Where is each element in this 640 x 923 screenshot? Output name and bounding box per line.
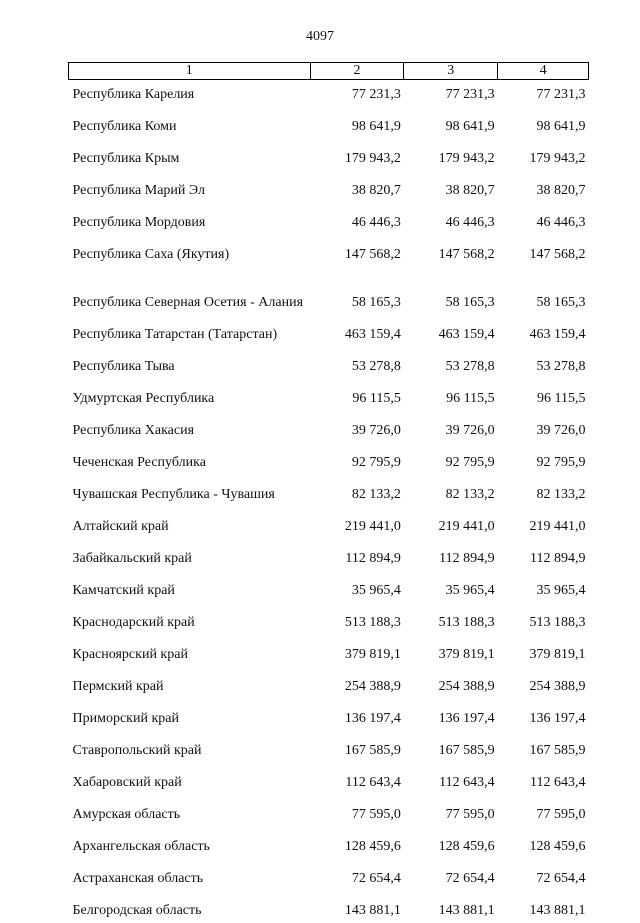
region-name-cell: Ставропольский край (72, 743, 202, 758)
table-row (69, 859, 589, 891)
value-col-3-cell: 58 165,3 (445, 295, 495, 310)
value-col-2-cell: 136 197,4 (344, 711, 401, 726)
table-row (69, 379, 589, 411)
value-col-4-cell: 98 641,9 (536, 119, 586, 134)
column-header-2: 2 (310, 63, 404, 80)
region-name-cell: Забайкальский край (72, 551, 192, 566)
value-col-3-cell: 143 881,1 (438, 903, 495, 918)
region-name-cell: Республика Карелия (72, 87, 195, 102)
value-col-3-cell: 46 446,3 (445, 215, 495, 230)
value-col-2-cell: 147 568,2 (344, 247, 401, 262)
value-col-4-cell: 513 188,3 (529, 615, 586, 630)
value-col-3-cell: 98 641,9 (445, 119, 495, 134)
table-row (69, 731, 589, 763)
value-col-4-cell: 38 820,7 (536, 183, 586, 198)
value-col-3-cell: 463 159,4 (438, 327, 495, 342)
value-col-3-cell: 136 197,4 (438, 711, 495, 726)
value-col-3-cell: 112 894,9 (439, 551, 495, 566)
table-row (69, 235, 589, 267)
value-col-2-cell: 219 441,0 (344, 519, 401, 534)
value-col-3-cell: 179 943,2 (438, 151, 495, 166)
region-name-cell: Удмуртская Республика (72, 391, 215, 406)
value-col-4-cell: 179 943,2 (529, 151, 586, 166)
value-col-2-cell: 92 795,9 (351, 455, 401, 470)
value-col-4-cell: 112 894,9 (530, 551, 586, 566)
region-name-cell: Амурская область (72, 807, 181, 822)
value-col-3-cell: 39 726,0 (445, 423, 495, 438)
region-name-cell: Республика Коми (72, 119, 177, 134)
value-col-4-cell: 82 133,2 (536, 487, 586, 502)
value-col-3-cell: 167 585,9 (438, 743, 495, 758)
value-col-2-cell: 96 115,5 (352, 391, 401, 406)
value-col-2-cell: 463 159,4 (344, 327, 401, 342)
value-col-2-cell: 72 654,4 (351, 871, 401, 886)
value-col-4-cell: 147 568,2 (529, 247, 586, 262)
region-name-cell: Республика Саха (Якутия) (72, 247, 230, 262)
value-col-2-cell: 513 188,3 (344, 615, 401, 630)
region-name-cell: Астраханская область (72, 871, 204, 886)
table-row (69, 891, 589, 923)
value-col-4-cell: 128 459,6 (529, 839, 586, 854)
value-col-4-cell: 92 795,9 (536, 455, 586, 470)
region-name-cell: Республика Хакасия (72, 423, 195, 438)
value-col-2-cell: 112 643,4 (345, 775, 401, 790)
region-name-cell: Республика Марий Эл (72, 183, 205, 198)
value-col-2-cell: 77 595,0 (351, 807, 401, 822)
table-header-row (69, 63, 589, 80)
table-row (69, 539, 589, 571)
value-col-3-cell: 96 115,5 (446, 391, 495, 406)
column-header-1: 1 (69, 63, 311, 80)
region-name-cell: Краснодарский край (72, 615, 195, 630)
value-col-3-cell: 38 820,7 (445, 183, 495, 198)
value-col-4-cell: 72 654,4 (536, 871, 586, 886)
region-name-cell: Республика Татарстан (Татарстан) (72, 327, 278, 342)
table-row (69, 267, 589, 315)
value-col-2-cell: 143 881,1 (344, 903, 401, 918)
value-col-2-cell: 58 165,3 (351, 295, 401, 310)
region-name-cell: Республика Крым (72, 151, 180, 166)
value-col-3-cell: 53 278,8 (445, 359, 495, 374)
value-col-4-cell: 254 388,9 (529, 679, 586, 694)
value-col-4-cell: 39 726,0 (536, 423, 586, 438)
value-col-2-cell: 379 819,1 (344, 647, 401, 662)
region-name-cell: Чувашская Республика - Чувашия (72, 487, 275, 502)
value-col-3-cell: 219 441,0 (438, 519, 495, 534)
value-col-2-cell: 39 726,0 (351, 423, 401, 438)
value-col-2-cell: 35 965,4 (351, 583, 401, 598)
region-name-cell: Республика Мордовия (72, 215, 206, 230)
region-name-cell: Хабаровский край (72, 775, 182, 790)
value-col-2-cell: 179 943,2 (344, 151, 401, 166)
region-name-cell: Белгородская область (72, 903, 202, 918)
value-col-3-cell: 77 595,0 (445, 807, 495, 822)
region-name-cell: Республика Северная Осетия - Алания (72, 295, 304, 310)
value-col-4-cell: 58 165,3 (536, 295, 586, 310)
column-header-4: 4 (498, 63, 589, 80)
value-col-4-cell: 46 446,3 (536, 215, 586, 230)
value-col-2-cell: 128 459,6 (344, 839, 401, 854)
value-col-4-cell: 219 441,0 (529, 519, 586, 534)
table-row (69, 443, 589, 475)
value-col-2-cell: 98 641,9 (351, 119, 401, 134)
value-col-2-cell: 112 894,9 (345, 551, 401, 566)
value-col-2-cell: 167 585,9 (344, 743, 401, 758)
value-col-4-cell: 96 115,5 (537, 391, 586, 406)
region-name-cell: Приморский край (72, 711, 179, 726)
value-col-3-cell: 513 188,3 (438, 615, 495, 630)
table-row (69, 827, 589, 859)
value-col-3-cell: 147 568,2 (438, 247, 495, 262)
table-row (69, 795, 589, 827)
region-budget-table (68, 62, 589, 923)
table-row (69, 139, 589, 171)
value-col-2-cell: 38 820,7 (351, 183, 401, 198)
table-row (69, 315, 589, 347)
value-col-2-cell: 82 133,2 (351, 487, 401, 502)
value-col-4-cell: 167 585,9 (529, 743, 586, 758)
value-col-2-cell: 46 446,3 (351, 215, 401, 230)
value-col-3-cell: 77 231,3 (445, 87, 495, 102)
region-name-cell: Алтайский край (72, 519, 169, 534)
table-row (69, 507, 589, 539)
column-header-3: 3 (404, 63, 498, 80)
value-col-3-cell: 92 795,9 (445, 455, 495, 470)
value-col-4-cell: 77 231,3 (536, 87, 586, 102)
value-col-3-cell: 35 965,4 (445, 583, 495, 598)
region-name-cell: Республика Тыва (72, 359, 175, 374)
value-col-4-cell: 136 197,4 (529, 711, 586, 726)
table-row (69, 411, 589, 443)
value-col-4-cell: 77 595,0 (536, 807, 586, 822)
table-row (69, 80, 589, 108)
table-row (69, 347, 589, 379)
value-col-4-cell: 35 965,4 (536, 583, 586, 598)
region-name-cell: Чеченская Республика (72, 455, 206, 470)
table-row (69, 603, 589, 635)
value-col-4-cell: 112 643,4 (530, 775, 586, 790)
value-col-4-cell: 143 881,1 (529, 903, 586, 918)
value-col-2-cell: 53 278,8 (351, 359, 401, 374)
page-number: 4097 (306, 29, 334, 44)
region-name-cell: Камчатский край (72, 583, 175, 598)
table-row (69, 667, 589, 699)
table-row (69, 699, 589, 731)
value-col-4-cell: 379 819,1 (529, 647, 586, 662)
value-col-3-cell: 128 459,6 (438, 839, 495, 854)
region-name-cell: Пермский край (72, 679, 164, 694)
value-col-2-cell: 77 231,3 (351, 87, 401, 102)
value-col-3-cell: 72 654,4 (445, 871, 495, 886)
value-col-4-cell: 53 278,8 (536, 359, 586, 374)
region-name-cell: Архангельская область (72, 839, 210, 854)
table-row (69, 203, 589, 235)
table-row (69, 763, 589, 795)
table-row (69, 571, 589, 603)
value-col-2-cell: 254 388,9 (344, 679, 401, 694)
region-name-cell: Красноярский край (72, 647, 188, 662)
table-row (69, 475, 589, 507)
value-col-3-cell: 379 819,1 (438, 647, 495, 662)
value-col-3-cell: 112 643,4 (439, 775, 495, 790)
table-row (69, 107, 589, 139)
value-col-3-cell: 82 133,2 (445, 487, 495, 502)
table-row (69, 635, 589, 667)
table-row (69, 171, 589, 203)
value-col-3-cell: 254 388,9 (438, 679, 495, 694)
value-col-4-cell: 463 159,4 (529, 327, 586, 342)
